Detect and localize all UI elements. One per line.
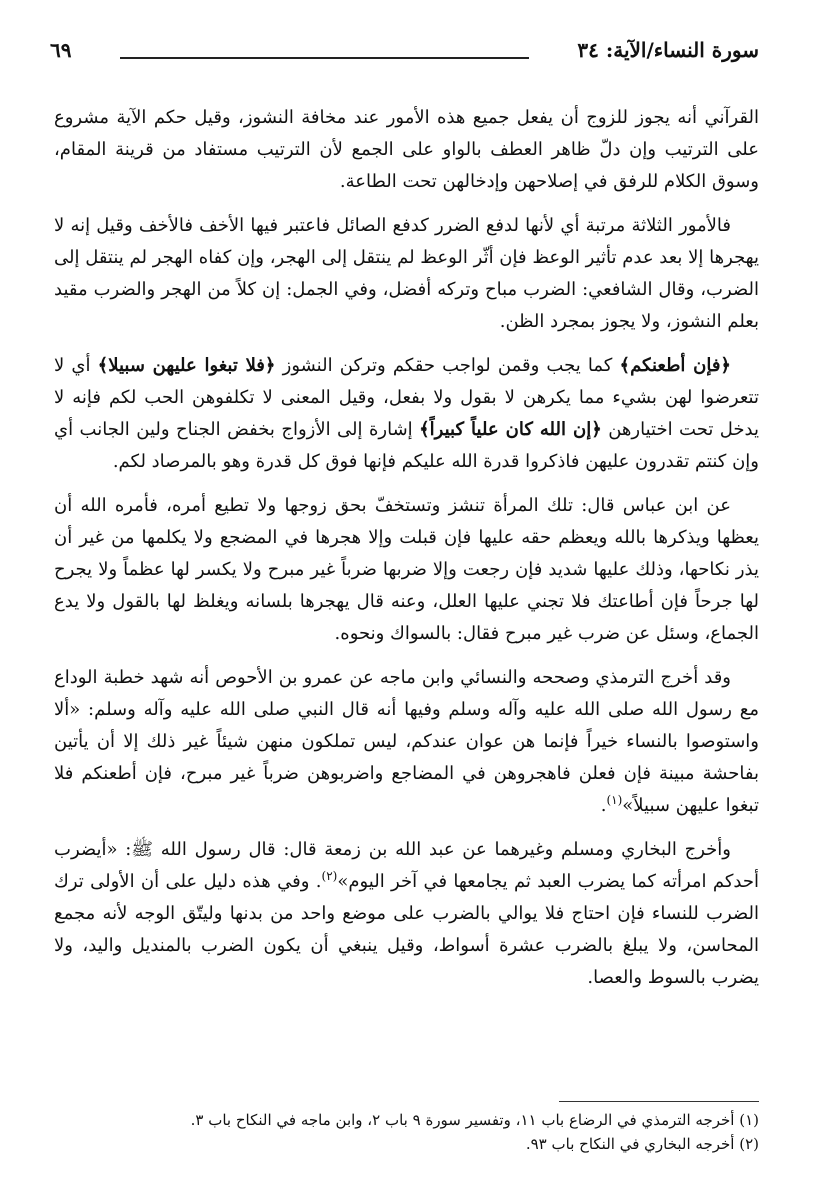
- paragraph-5-text: وقد أخرج الترمذي وصححه والنسائي وابن ماجه عن عمرو بن الأحوص أنه شهد خطبة الوداع مع رسول الله صلى الله عليه وآله وسلم وفيها أنه قال النبي صلى الله عليه وآله وسلم: «ألا واستوصوا بالنساء خيراً فإنما هن عوان عندكم، ليس تملكون منهن شيئاً غير ذلك إلا أن يأتين بفاحشة مبينة فإن فعلن فاهجروهن في المضاجع واضربوهن ضرباً غير مبرح، فإن أطعنكم فلا تبغوا عليهن سبيلاً»: [54, 667, 759, 816]
- surah-verse-title: سورة النساء/الآية: ٣٤: [577, 38, 759, 62]
- main-text: [54, 102, 759, 1006]
- footnote-ref-2: (٢): [321, 869, 338, 883]
- paragraph-3-text: أي لا تتعرضوا لهن بشيء مما يكرهن لا بقول ولا بفعل، وقيل المعنى لا تكلفوهن الحب لكم فإنه لا يدخل تحت اختيارهن: [54, 355, 759, 440]
- footnote-2: (٢) أخرجه البخاري في النكاح باب ٩٣.: [525, 1135, 759, 1153]
- quran-quote: ﴿فإن أطعنكم﴾: [619, 355, 731, 376]
- paragraph-6-text: . وفي هذه دليل على أن الأولى ترك الضرب للنساء فإن احتاج فلا يوالي بالضرب على موضع واحد من بدنها وليتّق الوجه لأنه مجمع المحاسن، ولا يبلغ بالضرب عشرة أسواط، وقيل ينبغي أن يكون الضرب بالمنديل واليد، ولا يضرب بالسوط والعصا.: [54, 871, 759, 988]
- paragraph-2: فالأمور الثلاثة مرتبة أي لأنها لدفع الضرر كدفع الصائل فاعتبر فيها الأخف فالأخف وقيل إنه لا يهجرها إلا بعد عدم تأثير الوعظ فإن أثّر الوعظ لم ينتقل إلى الهجر، وإن كفاه الهجر لم ينتقل إلى الضرب، وقال الشافعي: الضرب مباح وتركه أفضل، وفي الجمل: إن كلاً من الهجر والضرب مقيد بعلم النشوز، ولا يجوز بمجرد الظن.: [53, 215, 759, 332]
- paragraph-6-text: وأخرج البخاري ومسلم وغيرهما عن عبد الله بن زمعة قال: قال رسول الله ﷺ: «أيضرب أحدكم امرأته كما يضرب العبد ثم يجامعها في آخر اليوم»: [54, 839, 760, 892]
- paragraph-3: [54, 350, 759, 478]
- page-header: [50, 38, 759, 78]
- paragraph-5: [54, 662, 759, 822]
- quran-quote: ﴿فلا تبغوا عليهن سبيلا﴾: [97, 355, 276, 376]
- paragraph-4: عن ابن عباس قال: تلك المرأة تنشز وتستخفّ بحق زوجها ولا تطيع أمره، فأمره الله أن يعظها ويذكرها بالله ويعظم حقه عليها فإن قبلت وإلا هجرها في المضجع ولا يكلمها من غير أن يذر نكاحها، وذلك عليها شديد فإن رجعت وإلا ضربها ضرباً غير مبرح ولا يكسر لها عظماً ولا يجرح لها جرحاً فإن أطاعتك فلا تجني عليها العلل، وعنه قال يهجرها بلسانه ويغلظ لها بالقول ولا يدع الجماع، وسئل عن ضرب غير مبرح فقال: بالسواك ونحوه.: [54, 495, 759, 644]
- footnote-rule: [559, 1101, 759, 1102]
- header-rule: [120, 57, 529, 59]
- paragraph-1: القرآني أنه يجوز للزوج أن يفعل جميع هذه الأمور عند مخافة النشوز، وقيل حكم الآية مشروع على الترتيب وإن دلّ ظاهر العطف بالواو على الجمع لأن الترتيب مستفاد من قرينة المقام، وسوق الكلام للرفق في إصلاحهن وإدخالهن تحت الطاعة.: [54, 107, 759, 192]
- paragraph-3-text: كما يجب وقمن لواجب حقكم وتركن النشوز: [275, 355, 620, 376]
- page-number: ٦٩: [50, 38, 72, 62]
- paragraph-3-text: إشارة إلى الأزواج بخفض الجناح ولين الجانب أي وإن كنتم تقدرون عليهن فاذكروا قدرة الله عليكم فإنها فوق كل قدرة وهو بالمرصاد لكم.: [54, 419, 759, 472]
- quran-quote: ﴿إن الله كان علياً كبيراً﴾: [419, 419, 602, 440]
- paragraph-5-end: .: [600, 795, 607, 816]
- paragraph-6: [54, 834, 759, 994]
- footnote-1: (١) أخرجه الترمذي في الرضاع باب ١١، وتفسير سورة ٩ باب ٢، وابن ماجه في النكاح باب ٣.: [190, 1111, 759, 1129]
- footnote-ref-1: (١): [606, 793, 623, 807]
- footnotes: [54, 1108, 759, 1156]
